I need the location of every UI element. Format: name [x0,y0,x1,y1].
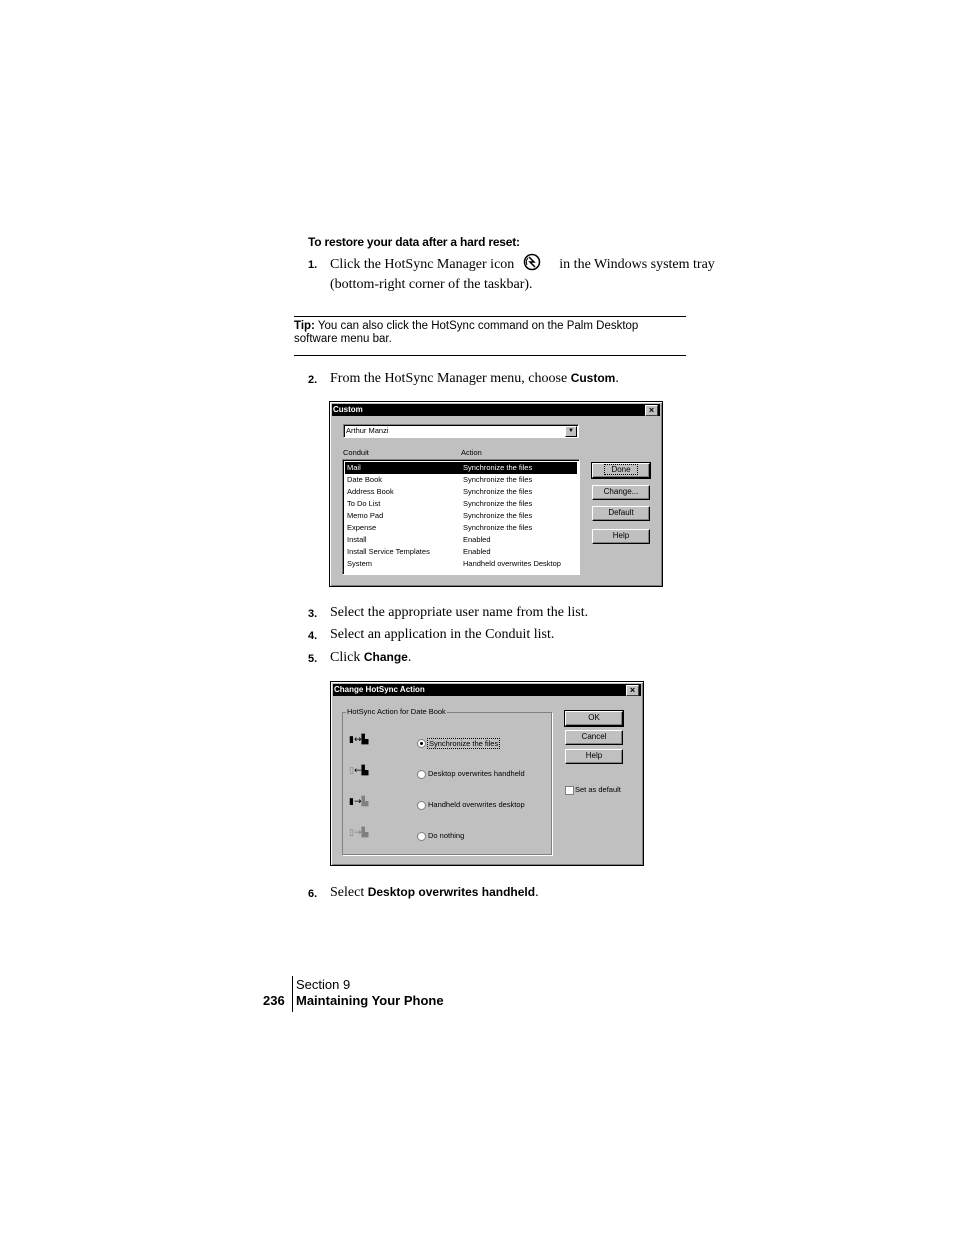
step-text: Select an application in the Conduit list. [330,627,555,642]
close-button[interactable] [626,685,639,696]
set-as-default-checkbox[interactable] [565,786,574,795]
help-button[interactable]: Help [565,749,623,764]
step-6 [308,882,688,904]
conduit-action: Handheld overwrites Desktop [463,559,561,568]
dialog-title: Custom [333,405,363,414]
footer-divider [292,976,293,1012]
conduit-row[interactable] [345,486,577,498]
done-button[interactable]: Done [592,463,650,478]
step-number: 3. [308,608,318,620]
option-label: Synchronize the files [429,739,499,748]
close-icon: × [648,405,655,415]
option-label: Do nothing [428,831,465,840]
do-nothing-icon: ▯→▙ [349,828,369,838]
conduit-action: Synchronize the files [463,523,533,532]
conduit-name: Memo Pad [347,511,384,520]
dialog-titlebar [332,404,660,416]
conduit-row[interactable] [345,558,577,570]
step-text: Select the appropriate user name from the list. [330,605,589,620]
tip-text-line2: software menu bar. [294,333,392,345]
conduit-action: Synchronize the files [463,475,533,484]
conduit-row[interactable] [345,534,577,546]
conduit-action: Synchronize the files [463,511,533,520]
step-text: Click the HotSync Manager icon in the Windows system tray [330,253,715,275]
conduit-row[interactable] [345,498,577,510]
conduit-name: Install Service Templates [347,547,430,556]
option-ref-desktop-overwrites: Desktop overwrites handheld [367,885,536,899]
step-number: 4. [308,630,318,642]
handheld-overwrites-icon: ▮→▙ [349,797,369,807]
dialog-title: Change HotSync Action [334,685,425,694]
step-text: Select Desktop overwrites handheld. [330,885,539,900]
default-button[interactable]: Default [592,506,650,521]
conduit-action: Enabled [463,535,491,544]
user-select[interactable] [343,424,579,438]
hotsync-icon [522,253,542,271]
conduit-action: Synchronize the files [463,499,533,508]
dialog-titlebar [333,684,641,696]
cancel-button[interactable]: Cancel [565,730,623,745]
conduit-name: Mail [347,463,361,472]
group-label: HotSync Action for Date Book [347,707,446,716]
conduit-action: Synchronize the files [463,463,533,472]
conduit-name: To Do List [347,499,381,508]
help-button[interactable]: Help [592,529,650,544]
radio-do-nothing[interactable] [417,832,426,841]
conduit-row[interactable] [345,462,577,474]
conduit-action: Enabled [463,547,491,556]
desktop-overwrites-icon: ▯←▙ [349,766,369,776]
conduit-name: Install [347,535,367,544]
column-header-conduit: Conduit [343,448,369,457]
tip-text: You can also click the HotSync command on the Palm Desktop [314,320,639,332]
conduit-name: Date Book [347,475,383,484]
page-number: 236 [263,993,285,1008]
radio-handheld-overwrites-desktop[interactable] [417,801,426,810]
change-hotsync-action-dialog [330,681,644,866]
step-text-line2: (bottom-right corner of the taskbar). [330,277,533,292]
footer-section: Section 9 [296,977,351,992]
option-label: Handheld overwrites desktop [428,800,525,809]
set-as-default-label: Set as default [575,785,621,794]
step-3 [308,602,688,624]
conduit-name: Expense [347,523,377,532]
change-button[interactable]: Change... [592,485,650,500]
tip-label: Tip: [294,320,315,332]
tip-box [294,316,686,356]
step-text: From the HotSync Manager menu, choose Custom. [330,371,619,386]
step-number: 2. [308,374,318,386]
step-number: 1. [308,259,318,271]
conduit-row[interactable] [345,510,577,522]
conduit-row[interactable] [345,474,577,486]
menu-item-custom: Custom [570,371,616,385]
step-5 [308,647,688,669]
step-text: Click Change. [330,650,412,665]
procedure-heading: To restore your data after a hard reset: [308,235,520,249]
ok-button[interactable]: OK [565,711,623,726]
sync-files-icon: ▮↔▙ [349,735,369,745]
footer-title: Maintaining Your Phone [296,993,444,1008]
step-2 [308,368,688,390]
close-button[interactable] [645,405,658,416]
step-number: 6. [308,888,318,900]
step-number: 5. [308,653,318,665]
conduit-name: Address Book [347,487,394,496]
dropdown-button[interactable] [565,426,577,437]
button-ref-change: Change [363,650,408,664]
close-icon: × [629,685,636,695]
conduit-name: System [347,559,373,568]
chevron-down-icon: ▼ [568,428,574,434]
conduit-action: Synchronize the files [463,487,533,496]
custom-dialog [329,401,663,587]
conduit-list[interactable] [342,459,580,575]
conduit-row[interactable] [345,546,577,558]
option-label: Desktop overwrites handheld [428,769,525,778]
step-4 [308,624,688,646]
column-header-action: Action [461,448,482,457]
conduit-row[interactable] [345,522,577,534]
step-1 [308,253,715,297]
radio-synchronize-files[interactable] [417,739,426,748]
user-select-value: Arthur Manzi [346,426,389,435]
radio-desktop-overwrites-handheld[interactable] [417,770,426,779]
